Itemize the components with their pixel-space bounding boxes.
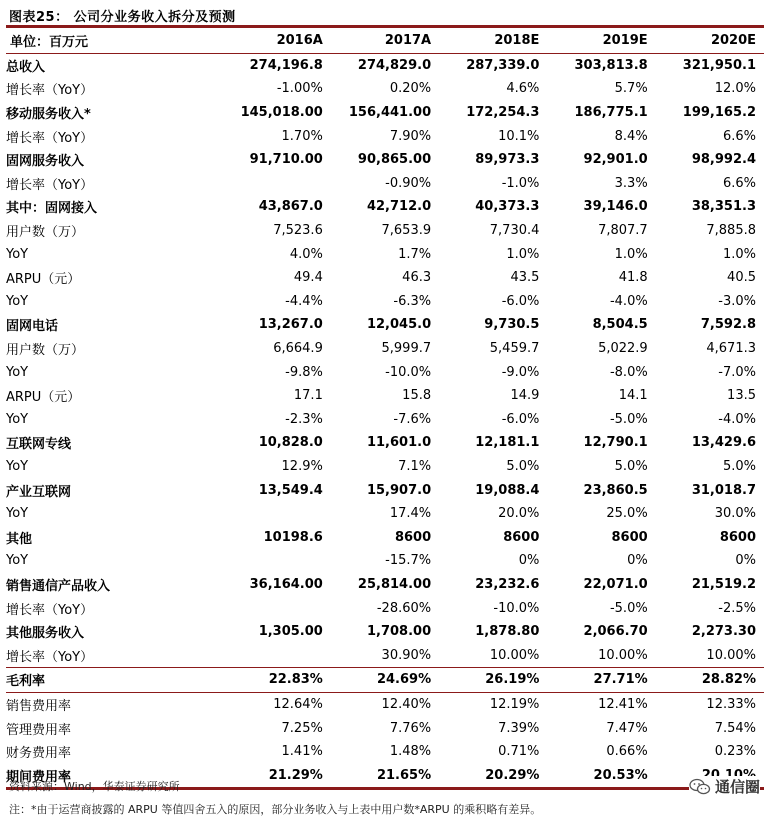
row-label: YoY [6,553,29,569]
header-year: 2016A [276,33,323,49]
cell-value: 321,950.1 [682,57,756,73]
cell-value: 5.0% [614,458,648,474]
table-row [6,77,764,101]
cell-value: 7,523.6 [273,223,323,239]
cell-value: 274,829.0 [357,57,432,73]
cell-value: 7.47% [606,720,648,736]
table-body [6,53,764,788]
row-label: 产业互联网 [6,484,72,500]
cell-value: -6.0% [501,411,540,427]
cell-value: 25,814.00 [357,576,432,592]
cell-value: 8.4% [614,128,648,144]
cell-value: 5,459.7 [489,341,540,357]
row-label: 毛利率 [6,674,46,690]
cell-value: 0% [735,553,756,569]
table-row [6,740,764,764]
table-row [6,195,764,219]
cell-value: 8600 [611,529,648,545]
cell-value: 19,088.4 [475,482,540,498]
cell-value: 7,653.9 [381,223,432,239]
cell-value: 7.54% [714,720,756,736]
cell-value: 13,267.0 [258,317,323,333]
cell-value: 7.25% [281,720,323,736]
cell-value: 1.0% [722,246,756,262]
cell-value: 1.70% [281,128,323,144]
cell-value: 4.6% [506,81,540,97]
cell-value: 12.40% [381,696,432,712]
cell-value: 42,712.0 [366,199,432,215]
cell-value: 156,441.00 [348,105,432,121]
header-year: 2020E [710,33,756,49]
cell-value: 39,146.0 [583,199,648,215]
cell-value: 10,828.0 [258,435,323,451]
cell-value: 23,860.5 [583,482,648,498]
cell-value: 15.8 [402,388,432,404]
cell-value: -2.3% [285,411,323,427]
cell-value: -7.6% [393,411,432,427]
cell-value: 1.7% [398,246,432,262]
cell-value: 4.0% [289,246,323,262]
cell-value: -10.0% [493,600,540,616]
cell-value: -1.00% [276,81,323,97]
cell-value: 21.29% [268,767,323,783]
table-row [6,384,764,408]
cell-value: 20.29% [485,767,540,783]
row-label: 用户数（万） [6,225,85,241]
header-year: 2019E [602,33,648,49]
cell-value: 5,999.7 [381,341,432,357]
cell-value [223,502,331,526]
cell-value: 5.0% [506,458,540,474]
cell-value: 7,730.4 [489,223,540,239]
cell-value: 7.1% [398,458,432,474]
cell-value: 1.41% [281,744,323,760]
table-row [6,502,764,526]
cell-value: 20.53% [593,767,648,783]
table-row [6,643,764,667]
row-label: 用户数（万） [6,343,85,359]
table-row [6,573,764,597]
row-label: 管理费用率 [6,722,72,738]
cell-value: 186,775.1 [574,105,648,121]
cell-value: 23,232.6 [475,576,540,592]
header-unit: 单位：百万元 [10,35,89,51]
revenue-table [6,29,764,790]
header-year: 2017A [384,33,432,49]
row-label: YoY [6,293,29,309]
cell-value: 6.6% [722,175,756,191]
cell-value: 10198.6 [263,529,323,545]
table-row [6,716,764,740]
cell-value: 12.19% [489,696,540,712]
cell-value: 28.82% [701,672,756,688]
footnote: 注：*由于运营商披露的 ARPU 等值四舍五入的原因，部分业务收入与上表中用户数*ARPU 的乘积略有差异。 [9,803,542,816]
cell-value: -2.5% [718,600,756,616]
top-rule [6,25,764,28]
cell-value: -4.0% [609,293,648,309]
cell-value: 5.0% [722,458,756,474]
cell-value: 17.1 [293,388,323,404]
cell-value: 40,373.3 [475,199,540,215]
header-row [6,29,764,53]
cell-value [223,596,331,620]
cell-value: 0.71% [498,744,540,760]
cell-value: 13.5 [727,388,756,404]
cell-value: 22,071.0 [583,576,648,592]
cell-value: -15.7% [385,553,432,569]
cell-value: 11,601.0 [366,435,432,451]
cell-value: 15,907.0 [366,482,432,498]
cell-value: 43.5 [510,270,540,286]
cell-value: -6.3% [393,293,432,309]
row-label: 增长率（YoY） [6,130,94,146]
table-row [6,101,764,125]
cell-value: 7.76% [389,720,432,736]
cell-value: 303,813.8 [574,57,648,73]
cell-value: 10.00% [489,647,540,663]
cell-value: 90,865.00 [357,152,432,168]
cell-value: -1.0% [501,175,540,191]
cell-value: 8600 [719,529,756,545]
cell-value: 4,671.3 [706,341,756,357]
cell-value: 5,022.9 [598,341,648,357]
cell-value: 8600 [394,529,432,545]
cell-value: -5.0% [609,411,648,427]
row-label: YoY [6,364,29,380]
cell-value: 172,254.3 [466,105,540,121]
cell-value: 7.39% [498,720,540,736]
cell-value: 13,429.6 [691,435,756,451]
cell-value: 24.69% [376,672,432,688]
table-row [6,290,764,314]
cell-value: 1.0% [614,246,648,262]
cell-value: 49.4 [293,270,323,286]
table-row [6,313,764,337]
table-row [6,219,764,243]
cell-value: 2,273.30 [691,624,756,640]
cell-value: 31,018.7 [691,482,756,498]
row-label: 固网电话 [6,319,59,335]
row-label: 销售通信产品收入 [6,578,111,594]
cell-value: 287,339.0 [466,57,540,73]
cell-value: 92,901.0 [583,152,648,168]
cell-value: 1,305.00 [258,624,323,640]
cell-value: 22.83% [268,672,323,688]
row-label: 增长率（YoY） [6,83,94,99]
cell-value: 30.0% [714,506,756,522]
cell-value: 10.00% [706,647,756,663]
cell-value: 38,351.3 [691,199,756,215]
cell-value: -10.0% [385,364,432,380]
table-row [6,596,764,620]
cell-value: 13,549.4 [258,482,323,498]
row-label: YoY [6,411,29,427]
cell-value: 40.5 [727,270,756,286]
cell-value: 7,807.7 [598,223,648,239]
table-row [6,668,764,693]
cell-value: 12,045.0 [366,317,432,333]
cell-value: -4.0% [718,411,756,427]
cell-value [223,643,331,667]
row-label: 财务费用率 [6,746,72,762]
cell-value: -8.0% [609,364,648,380]
row-label: 其中：固网接入 [6,201,98,217]
cell-value: 36,164.00 [249,576,323,592]
row-label: 增长率（YoY） [6,649,94,665]
cell-value: 21.65% [376,767,432,783]
cell-value: 274,196.8 [249,57,323,73]
cell-value: 21,519.2 [691,576,756,592]
cell-value: 27.71% [593,672,648,688]
header-year: 2018E [494,33,540,49]
cell-value: 20.0% [498,506,540,522]
table-row [6,549,764,573]
cell-value: 3.3% [614,175,648,191]
cell-value: 7.90% [389,128,432,144]
table-row [6,124,764,148]
table-row [6,692,764,716]
cell-value: 26.19% [485,672,540,688]
table-row [6,53,764,77]
cell-value: 91,710.00 [249,152,323,168]
row-label: 其他服务收入 [6,626,85,642]
cell-value: -3.0% [718,293,756,309]
row-label: 总收入 [6,59,46,75]
cell-value: -4.4% [285,293,323,309]
cell-value: 6,664.9 [273,341,323,357]
cell-value [223,549,331,573]
cell-value: 0% [627,553,648,569]
cell-value: 41.8 [618,270,648,286]
table-row [6,620,764,644]
table-row [6,242,764,266]
cell-value: 1,708.00 [366,624,432,640]
row-label: 移动服务收入* [6,107,91,123]
cell-value: 0.20% [389,81,432,97]
table-title: 图表25： 公司分业务收入拆分及预测 [9,10,236,25]
cell-value [223,172,331,196]
cell-value: 2,066.70 [583,624,648,640]
cell-value: 17.4% [389,506,432,522]
row-label: 增长率（YoY） [6,602,94,618]
cell-value: 12,181.1 [475,435,540,451]
cell-value: 25.0% [606,506,648,522]
row-label: 销售费用率 [6,698,72,714]
watermark-logo [689,776,760,797]
cell-value: -5.0% [609,600,648,616]
row-label: 其他 [6,531,33,547]
cell-value: 5.7% [614,81,648,97]
cell-value: 12.0% [714,81,756,97]
row-label: 固网服务收入 [6,154,85,170]
cell-value: 0.23% [714,744,756,760]
cell-value: 46.3 [402,270,432,286]
watermark-text: 通信圈 [714,778,760,796]
cell-value: 0% [518,553,540,569]
table-row [6,172,764,196]
cell-value: 7,885.8 [706,223,756,239]
row-label: YoY [6,246,29,262]
table-row [6,408,764,432]
cell-value: 9,730.5 [484,317,540,333]
row-label: YoY [6,458,29,474]
cell-value: -9.8% [285,364,323,380]
cell-value: 12,790.1 [583,435,648,451]
row-label: YoY [6,506,29,522]
cell-value: -28.60% [376,600,432,616]
row-label: 增长率（YoY） [6,177,94,193]
wechat-icon [689,778,711,796]
cell-value: 7,592.8 [700,317,756,333]
table-row [6,360,764,384]
cell-value: -9.0% [501,364,540,380]
cell-value: 98,992.4 [691,152,756,168]
cell-value: 12.41% [598,696,648,712]
cell-value: 89,973.3 [475,152,540,168]
table-row [6,478,764,502]
cell-value: -6.0% [501,293,540,309]
table-row [6,266,764,290]
source-note: 资料来源：Wind，华泰证券研究所 [9,780,180,793]
cell-value: 12.33% [706,696,756,712]
table-row [6,525,764,549]
cell-value: 1.48% [389,744,432,760]
cell-value: 1,878.80 [475,624,540,640]
cell-value: 14.1 [618,388,648,404]
row-label: 期间费用率 [6,769,72,785]
cell-value: -7.0% [718,364,756,380]
cell-value: 145,018.00 [240,105,323,121]
cell-value: 10.00% [598,647,648,663]
cell-value: 43,867.0 [258,199,323,215]
cell-value: 12.9% [281,458,323,474]
cell-value: 12.64% [273,696,323,712]
table-row [6,337,764,361]
cell-value: 1.0% [506,246,540,262]
cell-value: 8600 [503,529,540,545]
cell-value: 14.9 [510,388,540,404]
table-row [6,455,764,479]
cell-value: 30.90% [381,647,432,663]
table-row [6,431,764,455]
table-row [6,148,764,172]
cell-value: 8,504.5 [592,317,648,333]
row-label: 互联网专线 [6,437,72,453]
cell-value: 199,165.2 [682,105,756,121]
cell-value: 10.1% [498,128,540,144]
row-label: ARPU（元） [6,272,81,288]
row-label: ARPU（元） [6,390,81,406]
cell-value: 6.6% [722,128,756,144]
cell-value: -0.90% [385,175,432,191]
cell-value: 0.66% [606,744,648,760]
